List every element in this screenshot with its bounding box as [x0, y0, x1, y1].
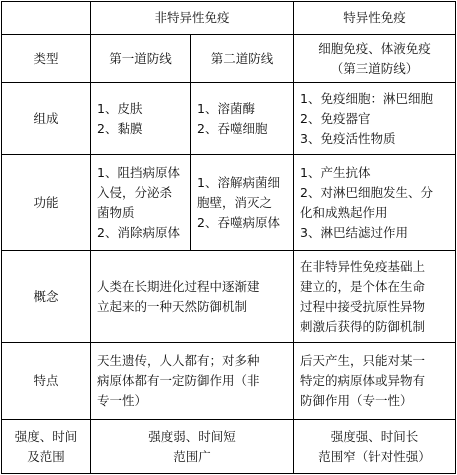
type-third-line [294, 35, 456, 83]
text-line: 化和成熟起作用 [300, 204, 388, 220]
row-concept [2, 251, 456, 343]
text-line: 2、黏膜 [97, 120, 143, 136]
text-line: 1、皮肤 [97, 100, 143, 116]
row-type [2, 35, 456, 83]
label-function: 功能 [2, 155, 91, 251]
corner-cell [2, 2, 91, 35]
row-function [2, 155, 456, 251]
text-line: 2、吞噬病原体 [197, 214, 280, 230]
text-line: 专一性） [97, 393, 148, 408]
composition-third-line [294, 83, 456, 155]
text-line: 菌物质 [97, 204, 135, 220]
text-line: 强度、时间 [14, 428, 78, 444]
text-line: 天生遗传，人人都有；对多种 [97, 353, 260, 368]
text-line: 细胞免疫、体液免疫 [318, 40, 431, 56]
text-line: 1、溶菌酶 [197, 100, 255, 116]
text-line: 后天产生，只能对某一 [300, 353, 426, 368]
text-line: 1、阻挡病原体 [97, 164, 180, 180]
text-line: 刺激后获得的防御机制 [300, 318, 426, 334]
type-first-line: 第一道防线 [91, 35, 191, 83]
text-line: 强度强、时间长 [330, 428, 419, 444]
text-line: 防御作用（专一性） [300, 393, 413, 408]
text-line: 入侵，分泌杀 [97, 184, 173, 200]
text-line: 建立的，是个体在生命 [300, 278, 426, 294]
text-line: 范围窄（针对性强） [318, 448, 431, 464]
strength-nonspecific [91, 420, 294, 474]
composition-first-line [91, 83, 191, 155]
function-first-line [91, 155, 191, 251]
text-line: 3、淋巴结滤过作用 [300, 224, 408, 240]
text-line: 1、产生抗体 [300, 164, 371, 180]
header-nonspecific: 非特异性免疫 [91, 2, 294, 35]
function-second-line [191, 155, 294, 251]
label-features: 特点 [2, 343, 91, 420]
text-line: 范围广 [173, 448, 211, 464]
text-line: 及范围 [27, 448, 65, 464]
text-line: 2、免疫器官 [300, 110, 371, 126]
label-concept: 概念 [2, 251, 91, 343]
label-composition: 组成 [2, 83, 91, 155]
row-features [2, 343, 456, 420]
header-row [2, 2, 456, 35]
text-line: 1、免疫细胞：淋巴细胞 [300, 90, 433, 106]
composition-second-line [191, 83, 294, 155]
text-line: 在非特异性免疫基础上 [300, 258, 426, 274]
text-line: 2、吞噬细胞 [197, 120, 268, 136]
row-composition [2, 83, 456, 155]
concept-nonspecific [91, 251, 294, 343]
text-line: 2、消除病原体 [97, 224, 180, 240]
features-nonspecific [91, 343, 294, 420]
text-line: 特定的病原体或异物有 [300, 373, 426, 388]
function-third-line [294, 155, 456, 251]
label-strength [2, 420, 91, 474]
text-line: 人类在长期进化过程中逐渐建 [97, 278, 260, 294]
text-line: 过程中接受抗原性异物 [300, 298, 426, 314]
text-line: 病原体都有一定防御作用（非 [97, 373, 260, 388]
text-line: 2、对淋巴细胞发生、分 [300, 184, 433, 200]
immunity-comparison-table [1, 1, 456, 474]
text-line: 强度弱、时间短 [148, 428, 236, 444]
text-line: （第三道防线） [330, 60, 419, 76]
text-line: 3、免疫活性物质 [300, 130, 396, 146]
type-second-line: 第二道防线 [191, 35, 294, 83]
text-line: 立起来的一种天然防御机制 [97, 298, 248, 314]
row-strength [2, 420, 456, 474]
text-line: 1、溶解病菌细 [197, 174, 280, 190]
features-specific [294, 343, 456, 420]
header-specific: 特异性免疫 [294, 2, 456, 35]
strength-specific [294, 420, 456, 474]
text-line: 胞壁，消灭之 [197, 194, 273, 210]
label-type: 类型 [2, 35, 91, 83]
concept-specific [294, 251, 456, 343]
